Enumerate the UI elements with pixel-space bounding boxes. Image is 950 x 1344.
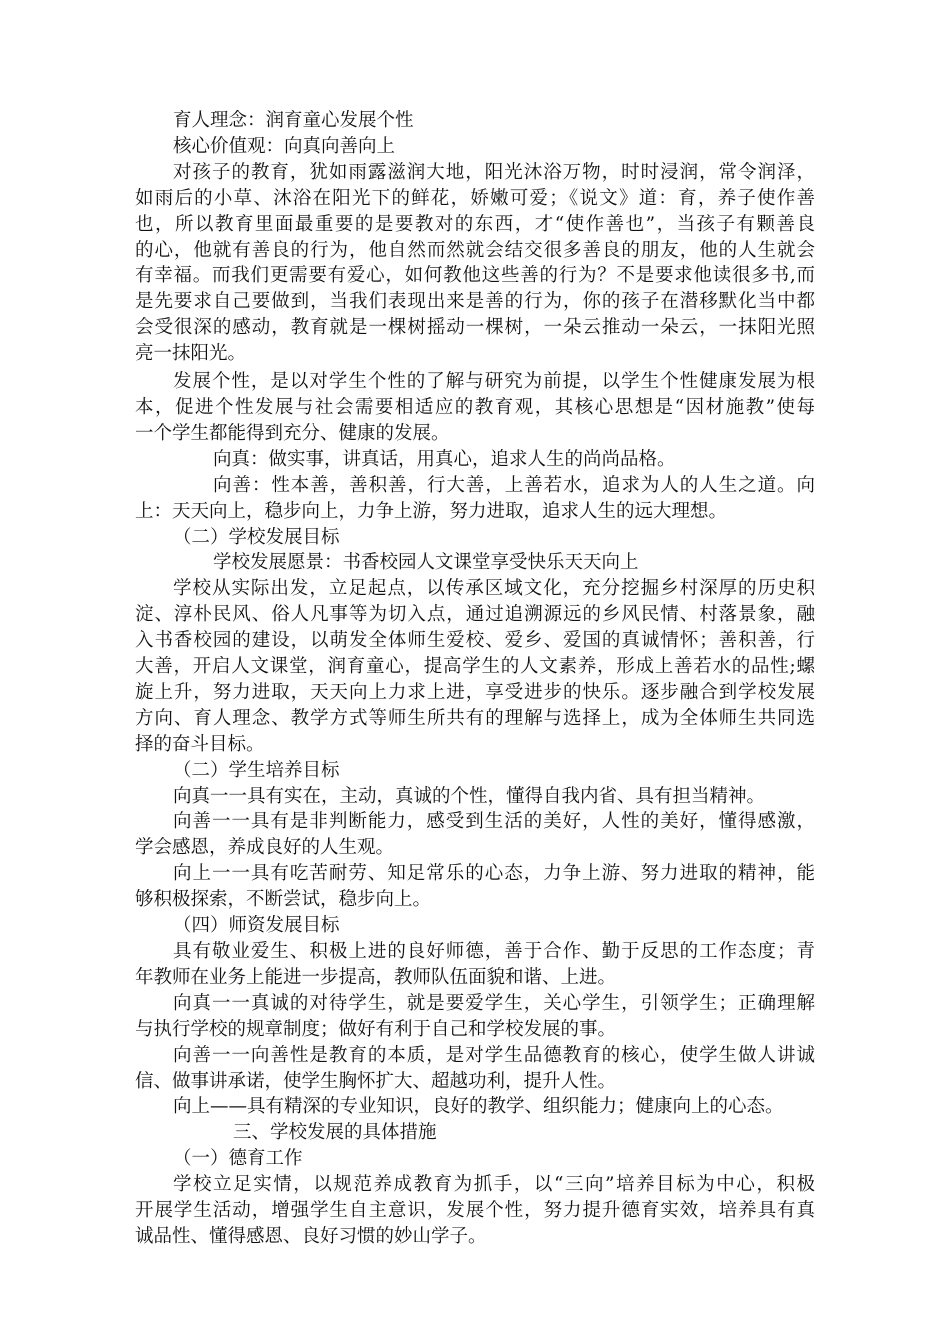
text-line: 向善一一向善性是教育的本质，是对学生品德教育的核心，使学生做人讲诚 — [173, 1044, 815, 1066]
text-line: 核心价值观：向真向善向上 — [173, 135, 396, 157]
text-line: 也，所以教育里面最重要的是要教对的东西，才“使作善也”，当孩子有颗善良 — [135, 213, 815, 235]
text-line: 淀、淳朴民风、俗人凡事等为切入点，通过追溯源远的乡风民情、村落景象，融 — [135, 604, 815, 626]
text-line: 向真：做实事，讲真话，用真心，追求人生的尚尚品格。 — [213, 448, 676, 470]
text-line: 一个学生都能得到充分、健康的发展。 — [135, 422, 450, 444]
text-line: 具有敬业爱生、积极上进的良好师德，善于合作、勤于反思的工作态度；青 — [173, 941, 815, 962]
text-line: 学校发展愿景：书香校园人文课堂享受快乐天天向上 — [213, 552, 639, 574]
text-line: 的心，他就有善良的行为，他自然而然就会结交很多善良的朋友，他的人生就会 — [135, 239, 815, 261]
text-line: 本，促进个性发展与社会需要相适应的教育观，其核心思想是“因材施教”使每 — [135, 396, 815, 418]
text-line: 大善，开启人文课堂，润育童心，提高学生的人文素养，形成上善若水的品性;螺 — [135, 656, 815, 678]
text-line: 学校立足实情，以规范养成教育为抓手，以“三向”培养目标为中心，积极 — [173, 1174, 815, 1196]
text-line: 方向、育人理念、教学方式等师生所共有的理解与选择上，成为全体师生共同选 — [135, 707, 815, 729]
text-line: 有幸福。而我们更需要有爱心，如何教他这些善的行为？不是要求他读很多书,而 — [135, 265, 815, 287]
text-line: 对孩子的教育，犹如雨露滋润大地，阳光沐浴万物，时时浸润，常令润泽， — [173, 161, 815, 183]
text-line: 是先要求自己要做到，当我们表现出来是善的行为，你的孩子在潜移默化当中都 — [135, 291, 815, 313]
text-line: 上：天天向上，稳步向上，力争上游，努力进取，追求人生的远大理想。 — [135, 500, 728, 522]
document-body — [135, 108, 815, 1250]
text-line: 发展个性，是以对学生个性的了解与研究为前提，以学生个性健康发展为根 — [173, 371, 815, 393]
text-line: 诚品性、懂得感恩、良好习惯的妙山学子。 — [135, 1225, 487, 1247]
text-line: 信、做事讲承诺，使学生胸怀扩大、超越功利，提升人性。 — [135, 1070, 617, 1092]
text-line: 学校从实际出发，立足起点，以传承区域文化，充分挖掘乡村深厚的历史积 — [173, 578, 815, 600]
section-heading: （二）学生培养目标 — [173, 759, 340, 781]
text-line: 向善一一具有是非判断能力，感受到生活的美好，人性的美好，懂得感激， — [173, 811, 815, 833]
text-line: 入书香校园的建设，以萌发全体师生爱校、爱乡、爱国的真诚情怀；善积善，行 — [135, 630, 815, 652]
text-line: 向真一一具有实在，主动，真诚的个性，懂得自我内省、具有担当精神。 — [173, 785, 766, 807]
text-line: 与执行学校的规章制度；做好有利于自己和学校发展的事。 — [135, 1018, 617, 1040]
text-line: 如雨后的小草、沐浴在阳光下的鲜花，娇嫩可爱；《说文》道：育，养子使作善 — [135, 187, 815, 209]
text-line: 旋上升，努力进取，天天向上力求上进，享受进步的快乐。逐步融合到学校发展 — [135, 681, 815, 703]
text-line: 学会感恩，养成良好的人生观。 — [135, 837, 395, 859]
text-line: 向真一一真诚的对待学生，就是要爱学生，关心学生，引领学生；正确理解 — [173, 992, 815, 1014]
text-line: 向善：性本善，善积善，行大善，上善若水，追求为人的人生之道。向 — [213, 474, 815, 496]
section-heading: （一）德育工作 — [173, 1148, 303, 1170]
text-line: 开展学生活动，增强学生自主意识，发展个性，努力提升德育实效，培养具有真 — [135, 1200, 815, 1222]
text-line: 会受很深的感动，教育就是一棵树摇动一棵树，一朵云推动一朵云，一抹阳光照 — [135, 317, 815, 339]
text-line: 向上一一具有吃苦耐劳、知足常乐的心态，力争上游、努力进取的精神，能 — [173, 863, 815, 885]
text-line: 向上——具有精深的专业知识，良好的教学、组织能力；健康向上的心态。 — [173, 1096, 784, 1118]
section-heading: 三、学校发展的具体措施 — [233, 1122, 437, 1144]
text-line: 择的奋斗目标。 — [135, 733, 265, 755]
text-line: 育人理念：润育童心发展个性 — [173, 110, 414, 131]
text-line: 年教师在业务上能进一步提高，教师队伍面貌和谐、上进。 — [135, 966, 617, 988]
section-heading: （四）师资发展目标 — [173, 915, 340, 937]
section-heading: （二）学校发展目标 — [173, 526, 340, 548]
text-line: 亮一抹阳光。 — [135, 343, 247, 365]
text-line: 够积极探索，不断尝试，稳步向上。 — [135, 889, 432, 911]
